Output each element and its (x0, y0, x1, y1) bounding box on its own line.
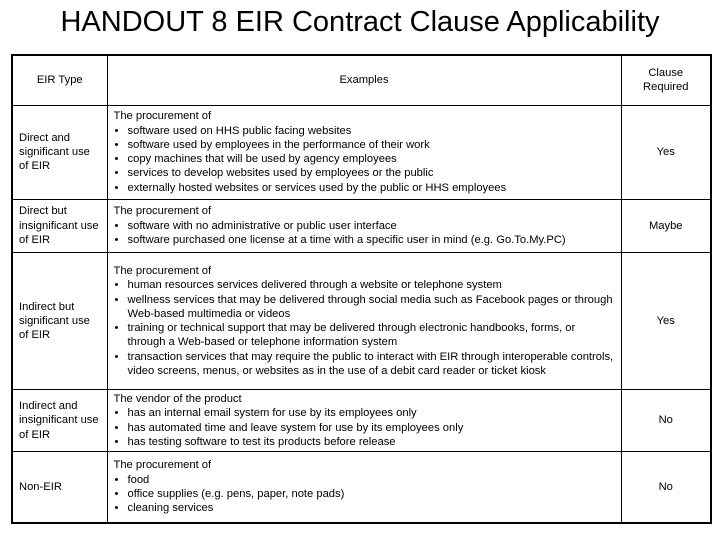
list-item: • human resources services delivered through a website or telephone system (114, 278, 615, 292)
header-clause-required: Clause Required (621, 55, 711, 105)
table-row (12, 451, 711, 523)
list-item: • copy machines that will be used by agency employees (114, 152, 615, 166)
examples-cell (107, 105, 621, 199)
list-item: • has testing software to test its products before release (114, 435, 615, 449)
eir-applicability-table (11, 54, 712, 524)
list-item: • services to develop websites used by employees or the public (114, 166, 615, 180)
header-eir-type: EIR Type (12, 55, 107, 105)
examples-cell (107, 390, 621, 451)
table-row (12, 390, 711, 451)
examples-list (114, 219, 615, 248)
list-item: • training or technical support that may be delivered through electronic handbooks, forms, or through a Web-based or telephone information system (114, 321, 615, 350)
eir-type-cell: Indirect and insignificant use of EIR (12, 390, 107, 451)
table-row (12, 253, 711, 390)
list-item: • software purchased one license at a time with a specific user in mind (e.g. Go.To.My.PC) (114, 233, 615, 247)
examples-cell (107, 451, 621, 523)
examples-list (114, 278, 615, 378)
examples-intro: The vendor of the product (113, 392, 242, 405)
list-item: • software used by employees in the performance of their work (114, 138, 615, 152)
list-item: • has automated time and leave system for use by its employees only (114, 421, 615, 435)
clause-required-cell: No (621, 451, 711, 523)
examples-list (114, 124, 615, 195)
list-item: • software with no administrative or public user interface (114, 219, 615, 233)
list-item: • has an internal email system for use by its employees only (114, 406, 615, 420)
eir-type-cell: Non-EIR (12, 451, 107, 523)
list-item: • food (114, 473, 615, 487)
eir-type-cell: Indirect but significant use of EIR (12, 253, 107, 390)
examples-intro: The procurement of (113, 205, 212, 218)
clause-required-cell: Yes (621, 105, 711, 199)
list-item: • software used on HHS public facing websites (114, 124, 615, 138)
clause-required-cell: No (621, 390, 711, 451)
examples-cell (107, 253, 621, 390)
page-title: HANDOUT 8 EIR Contract Clause Applicability (60, 6, 660, 38)
examples-list (114, 473, 615, 516)
list-item: • wellness services that may be delivered through social media such as Facebook pages or through Web-based multimedia or videos (114, 293, 615, 322)
eir-type-cell: Direct and significant use of EIR (12, 105, 107, 199)
clause-required-cell: Maybe (621, 199, 711, 252)
list-item: • transaction services that may require the public to interact with EIR through interoperable controls, video screens, menus, or websites as in the use of a debit card reader or ticket kiosk (114, 350, 615, 379)
header-row (12, 55, 711, 105)
eir-type-cell: Direct but insignificant use of EIR (12, 199, 107, 252)
examples-intro: The procurement of (113, 264, 212, 277)
list-item: • externally hosted websites or services used by the public or HHS employees (114, 181, 615, 195)
examples-intro: The procurement of (113, 459, 212, 472)
clause-required-cell: Yes (621, 253, 711, 390)
header-examples: Examples (107, 55, 621, 105)
examples-cell (107, 199, 621, 252)
list-item: • office supplies (e.g. pens, paper, note pads) (114, 487, 615, 501)
list-item: • cleaning services (114, 501, 615, 515)
examples-intro: The procurement of (113, 110, 212, 123)
table-row (12, 199, 711, 252)
table-row (12, 105, 711, 199)
examples-list (114, 406, 615, 449)
